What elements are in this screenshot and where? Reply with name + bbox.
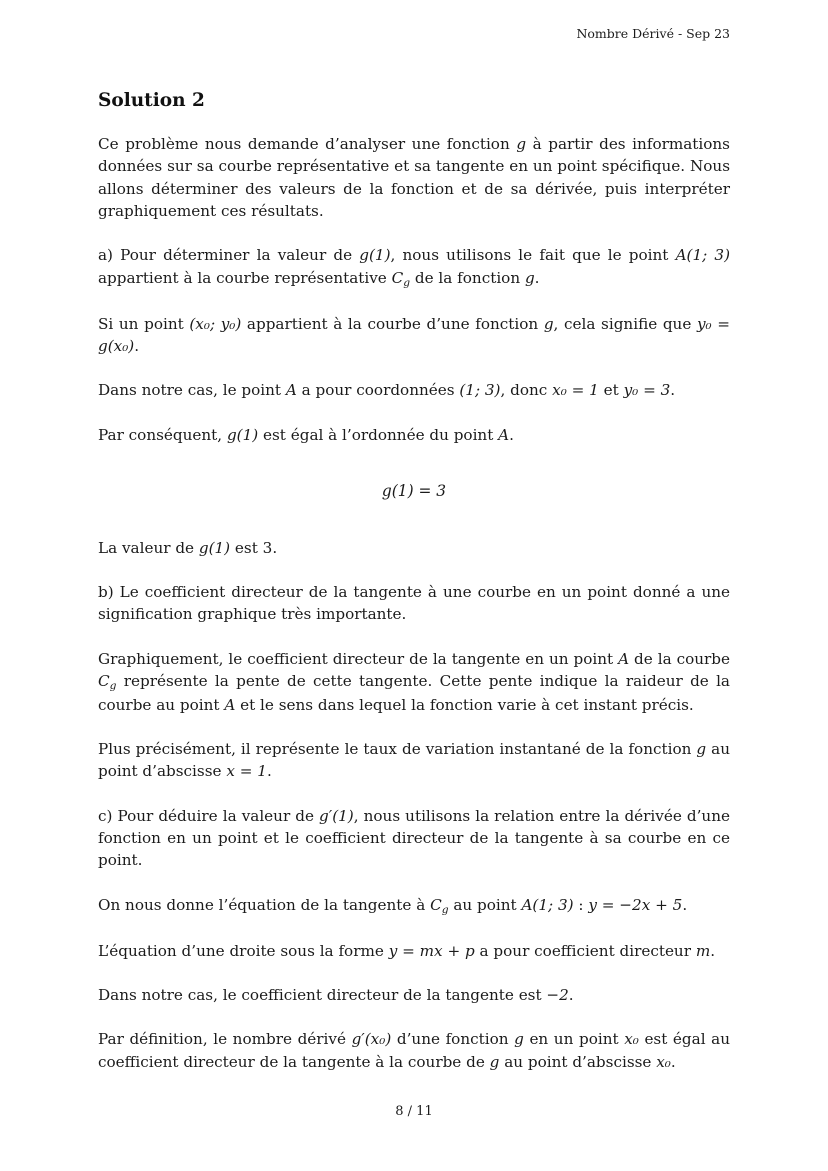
text-run: , nous utilisons le fait que le point: [390, 246, 676, 265]
text-run: , donc: [500, 381, 553, 400]
text-run: :: [573, 895, 589, 914]
math-inline: y = −2x + 5: [588, 895, 683, 914]
math-inline: g: [543, 314, 554, 333]
text-run: au point d’abscisse: [499, 1052, 657, 1071]
math-inline: g: [696, 740, 707, 759]
math-inline: g: [516, 135, 527, 153]
paragraph: [98, 244, 730, 290]
math-inline: A: [498, 425, 510, 444]
math-inline: g(1): [198, 538, 231, 557]
page-number: 8 / 11: [395, 1104, 433, 1119]
text-run: On nous donne l’équation de la tangente à: [98, 895, 431, 914]
math-inline: x = 1: [226, 762, 267, 781]
math-inline: y = mx + p: [388, 941, 475, 960]
math-inline: m: [695, 941, 711, 960]
math-inline: g(1) = 3: [381, 481, 447, 500]
text-run: de la courbe: [629, 649, 730, 668]
text-run: de la fonction: [410, 268, 525, 287]
math-inline: y₀ = 3: [623, 381, 671, 400]
text-run: représente la pente de cette tangente. Cette pente indique la raideur de la courbe au point: [98, 671, 730, 714]
paragraph: [98, 940, 730, 962]
paragraph: [98, 738, 730, 783]
math-inline: g′(1): [319, 806, 354, 825]
text-run: appartient à la courbe d’une fonction: [241, 314, 544, 333]
text-run: appartient à la courbe représentative: [98, 268, 392, 287]
paragraph: [98, 1028, 730, 1073]
display-equation: [98, 480, 730, 503]
text-run: L’équation d’une droite sous la forme: [98, 941, 389, 960]
document-title: Solution 2: [98, 90, 205, 111]
paragraph: [98, 133, 730, 222]
paragraph: [98, 537, 730, 559]
text-run: .: [710, 941, 716, 960]
document-body: [98, 133, 730, 1073]
text-run: .: [534, 268, 540, 287]
text-run: et: [598, 381, 624, 400]
text-run: est 3.: [230, 538, 278, 557]
text-run: Ce problème nous demande d’analyser une fonction: [98, 135, 517, 153]
math-inline: C: [98, 671, 110, 690]
math-inline: g: [514, 1030, 524, 1049]
math-inline: A(1; 3): [675, 246, 730, 265]
paragraph: [98, 424, 730, 446]
text-run: Par définition, le nombre dérivé: [98, 1030, 352, 1049]
text-run: Par conséquent,: [98, 425, 227, 444]
paragraph: [98, 581, 730, 626]
text-run: est égal au coefficient directeur de la tangente à la courbe de: [98, 1030, 730, 1071]
text-run: .: [682, 895, 688, 914]
text-run: Plus précisément, il représente le taux de variation instantané de la fonction: [98, 740, 697, 759]
text-run: au point d’abscisse: [98, 740, 731, 781]
math-inline: A(1; 3): [521, 895, 574, 914]
math-inline: x₀: [656, 1052, 671, 1071]
paragraph: [98, 805, 730, 872]
text-run: à partir des informations données sur sa courbe représentative et sa tangente en un point spécifique. Nous allons déterminer des valeurs de la fonction et de sa dérivée, puis interpréter graphiquement ces résultats.: [98, 135, 730, 221]
text-run: et le sens dans lequel la fonction varie à cet instant précis.: [235, 695, 694, 714]
paragraph: [98, 648, 730, 717]
math-inline: A: [618, 649, 630, 668]
math-inline: g: [489, 1052, 500, 1071]
math-inline: C: [430, 895, 442, 914]
text-run: en un point: [523, 1030, 625, 1049]
text-run: au point: [448, 895, 522, 914]
text-run: .: [670, 381, 676, 400]
math-inline: g: [524, 268, 535, 287]
paragraph: [98, 379, 730, 401]
math-subscript: g: [403, 275, 411, 289]
text-run: Dans notre cas, le point: [98, 381, 286, 400]
math-inline: C: [391, 268, 404, 287]
text-run: Si un point: [98, 314, 190, 333]
page-footer: [0, 1104, 828, 1119]
text-run: .: [134, 336, 140, 355]
text-run: d’une fonction: [391, 1030, 515, 1049]
text-run: Dans notre cas, le coefficient directeur de la tangente est: [98, 986, 547, 1004]
paragraph: [98, 313, 730, 358]
text-run: .: [266, 762, 272, 781]
paragraph: [98, 894, 730, 918]
text-run: b) Le coefficient directeur de la tangente à une courbe en un point donné a une signification graphique très importante.: [98, 582, 730, 624]
text-run: , nous utilisons la relation entre la dérivée d’une fonction en un point et le coefficient directeur de la tangente à sa courbe en ce point.: [98, 806, 730, 870]
text-run: a pour coefficient directeur: [474, 941, 696, 960]
text-run: .: [509, 425, 514, 444]
math-inline: g′(x₀): [351, 1030, 392, 1049]
document-content: [98, 90, 730, 1095]
math-subscript: g: [441, 903, 449, 917]
math-inline: g(1): [226, 425, 259, 444]
math-inline: x₀: [624, 1030, 639, 1049]
page-header: [576, 26, 730, 41]
math-inline: (x₀; y₀): [189, 314, 242, 333]
math-subscript: g: [109, 679, 117, 693]
text-run: .: [568, 986, 574, 1004]
math-inline: y₀ = g(x₀): [98, 314, 730, 355]
page-header-text: Nombre Dérivé - Sep 23: [576, 26, 730, 41]
text-run: .: [670, 1052, 676, 1071]
math-inline: −2: [546, 986, 569, 1004]
text-run: c) Pour déduire la valeur de: [98, 806, 320, 825]
math-inline: A: [224, 695, 236, 714]
math-inline: A: [285, 381, 297, 400]
math-inline: (1; 3): [459, 381, 501, 400]
text-run: a pour coordonnées: [296, 381, 460, 400]
text-run: , cela signifie que: [553, 314, 697, 333]
math-inline: g(1): [359, 246, 391, 265]
text-run: a) Pour déterminer la valeur de: [98, 246, 360, 265]
text-run: Graphiquement, le coefficient directeur de la tangente en un point: [98, 649, 619, 668]
text-run: est égal à l’ordonnée du point: [258, 425, 499, 444]
math-inline: x₀ = 1: [552, 381, 599, 400]
text-run: La valeur de: [98, 538, 199, 557]
paragraph: [98, 984, 730, 1006]
